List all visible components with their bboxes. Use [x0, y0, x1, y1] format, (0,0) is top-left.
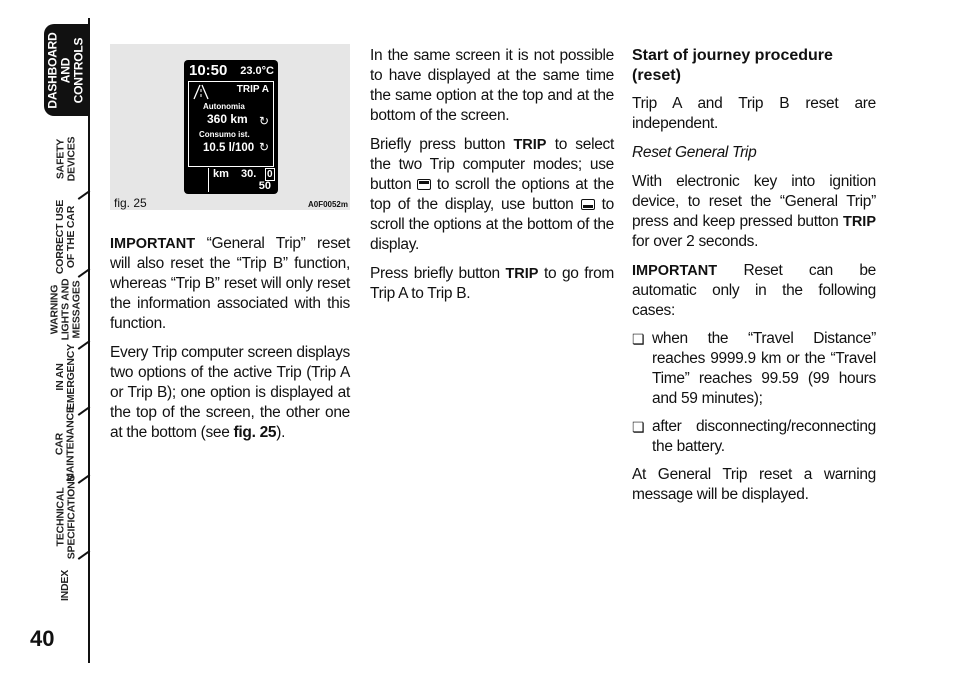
text-column-2 [370, 46, 614, 313]
paragraph-text: to scroll the options at the bottom of the display. [370, 196, 614, 253]
trip-button-label: TRIP [505, 266, 539, 282]
tab-correct-use[interactable] [44, 200, 88, 274]
tab-label: CORRECT USE OF THE CAR [54, 199, 78, 275]
tab-index[interactable] [44, 552, 88, 618]
list-item [632, 329, 876, 409]
trip-button-label: TRIP [842, 214, 876, 230]
checkbox-bullet-icon: ❏ [632, 419, 645, 435]
trip-label: TRIP A [236, 84, 269, 95]
figure-reference[interactable]: fig. 25 [233, 424, 277, 441]
paragraph [370, 264, 614, 304]
tab-label: INDEX [59, 569, 72, 601]
text-column-3 [632, 46, 876, 514]
important-keyword: IMPORTANT [632, 263, 718, 279]
display-screen [184, 60, 278, 194]
trip-panel [188, 81, 274, 167]
paragraph-text: Press briefly button [370, 265, 506, 282]
paragraph: Trip A and Trip B reset are independent. [632, 95, 876, 132]
odometer-area [208, 168, 277, 192]
consumo-label: Consumo ist. [199, 130, 250, 139]
paragraph-text: ). [276, 424, 286, 441]
paragraph [110, 234, 350, 334]
display-temperature: 23.0°C [240, 65, 274, 77]
scroll-bottom-button-icon [581, 199, 595, 210]
subheading: Reset General Trip [632, 144, 757, 161]
paragraph-text: Every Trip computer screen displays two options of the active Trip (Trip A or Trip B); one option is displayed at the top of the screen, the other one at the bottom (see [110, 344, 350, 441]
road-icon [191, 83, 211, 101]
odometer-decimal: 0 [267, 169, 273, 180]
list-item-text: after disconnecting/reconnecting the battery. [652, 418, 876, 455]
fuel-pump-icon: ↻ [258, 140, 269, 154]
paragraph-text: “General Trip” reset will also reset the “Trip B” function, whereas “Trip B” reset will only reset the information associated with this function. [110, 235, 350, 332]
odometer-km-label: km [213, 168, 229, 180]
display-time: 10:50 [189, 62, 228, 79]
paragraph [110, 343, 350, 443]
tab-label: IN AN EMERGENCY [54, 344, 78, 410]
page-number: 40 [30, 626, 55, 651]
paragraph [370, 135, 614, 255]
paragraph-text: for over 2 seconds. [632, 233, 759, 250]
trip-button-label: TRIP [513, 137, 547, 153]
fuel-pump-icon: ↻ [258, 114, 269, 128]
paragraph [632, 172, 876, 252]
list-item-text: when the “Travel Distance” reaches 9999.9 km or the “Travel Time” reaches 99.59 (99 hours and 59 minutes); [652, 330, 876, 407]
paragraph [632, 261, 876, 321]
list-item [632, 417, 876, 457]
paragraph-text: Briefly press button [370, 136, 514, 153]
autonomia-value: 360 km [207, 112, 248, 126]
section-heading: Start of journey procedure (reset) [632, 47, 833, 84]
tab-safety-devices[interactable] [44, 122, 88, 196]
odometer-total: 50 [258, 180, 271, 192]
tab-label: SAFETY DEVICES [54, 136, 78, 182]
section-tab-rail [0, 0, 100, 692]
odometer-km-value: 30. [241, 168, 257, 180]
tab-technical-specifications[interactable] [44, 474, 88, 560]
tab-in-an-emergency[interactable] [44, 342, 88, 412]
figure-25 [110, 44, 350, 210]
important-keyword: IMPORTANT [110, 236, 196, 252]
paragraph-text: With electronic key into ignition device, to reset the “General Trip” press and keep pressed button [632, 173, 876, 230]
text-column-1 [110, 234, 350, 452]
consumo-value: 10.5 l/100 [203, 142, 255, 154]
figure-code: A0F0052m [307, 200, 348, 209]
scroll-top-button-icon [417, 179, 431, 190]
tab-car-maintenance[interactable] [44, 408, 88, 480]
paragraph-text: Reset can be automatic only in the following cases: [632, 262, 876, 319]
display-top-bar [186, 62, 276, 80]
paragraph-text: to select the two Trip computer modes; use button [370, 136, 614, 193]
tab-label: WARNING LIGHTS AND MESSAGES [48, 278, 83, 340]
tab-dashboard-and-controls[interactable] [44, 24, 88, 116]
tab-label: TECHNICAL SPECIFICATIONS [54, 474, 78, 560]
autonomia-label: Autonomia [203, 102, 245, 111]
tab-label: DASHBOARD AND CONTROLS [45, 31, 86, 109]
paragraph-text: to go from Trip A to Trip B. [370, 265, 614, 302]
paragraph-text: to scroll the options at the top of the display, use button [370, 176, 614, 213]
paragraph: In the same screen it is not possible to have displayed at the same time the same option at the top and at the bottom of the screen. [370, 47, 614, 124]
tab-label: CAR MAINTENANCE [54, 406, 78, 482]
tab-warning-lights[interactable] [44, 272, 88, 346]
paragraph: At General Trip reset a warning message will be displayed. [632, 466, 876, 503]
checkbox-bullet-icon: ❏ [632, 331, 645, 347]
figure-caption: fig. 25 [114, 196, 147, 210]
